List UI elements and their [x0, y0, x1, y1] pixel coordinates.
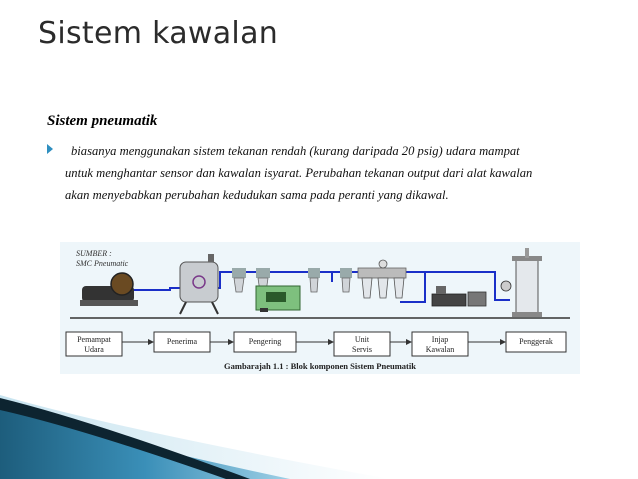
bullet-line: untuk menghantar sensor dan kawalan isyarat. Perubahan tekanan output dari alat kawalan	[65, 166, 533, 180]
block-label: Pengering	[248, 337, 282, 346]
block-label: Udara	[84, 345, 104, 354]
block-label: Penggerak	[519, 337, 553, 346]
block-label: Injap	[431, 335, 449, 344]
slide-title: Sistem kawalan	[38, 16, 279, 51]
block-label: Servis	[352, 345, 372, 354]
section-subtitle: Sistem pneumatik	[47, 113, 158, 129]
block-label: Pemampat	[77, 335, 111, 344]
source-label: SUMBER :	[76, 249, 112, 258]
block-label: Unit	[354, 335, 370, 344]
block-label: Penerima	[166, 337, 198, 346]
block-label: Kawalan	[425, 345, 455, 354]
source-label: SMC Pneumatic	[76, 259, 129, 268]
bullet-line: akan menyebabkan perubahan kedudukan sama pada peranti yang dikawal.	[65, 188, 449, 202]
bullet-line: biasanya menggunakan sistem tekanan rendah (kurang daripada 20 psig) udara mampat	[71, 144, 520, 158]
figure-caption: Gambarajah 1.1 : Blok komponen Sistem Pneumatik	[224, 361, 416, 371]
